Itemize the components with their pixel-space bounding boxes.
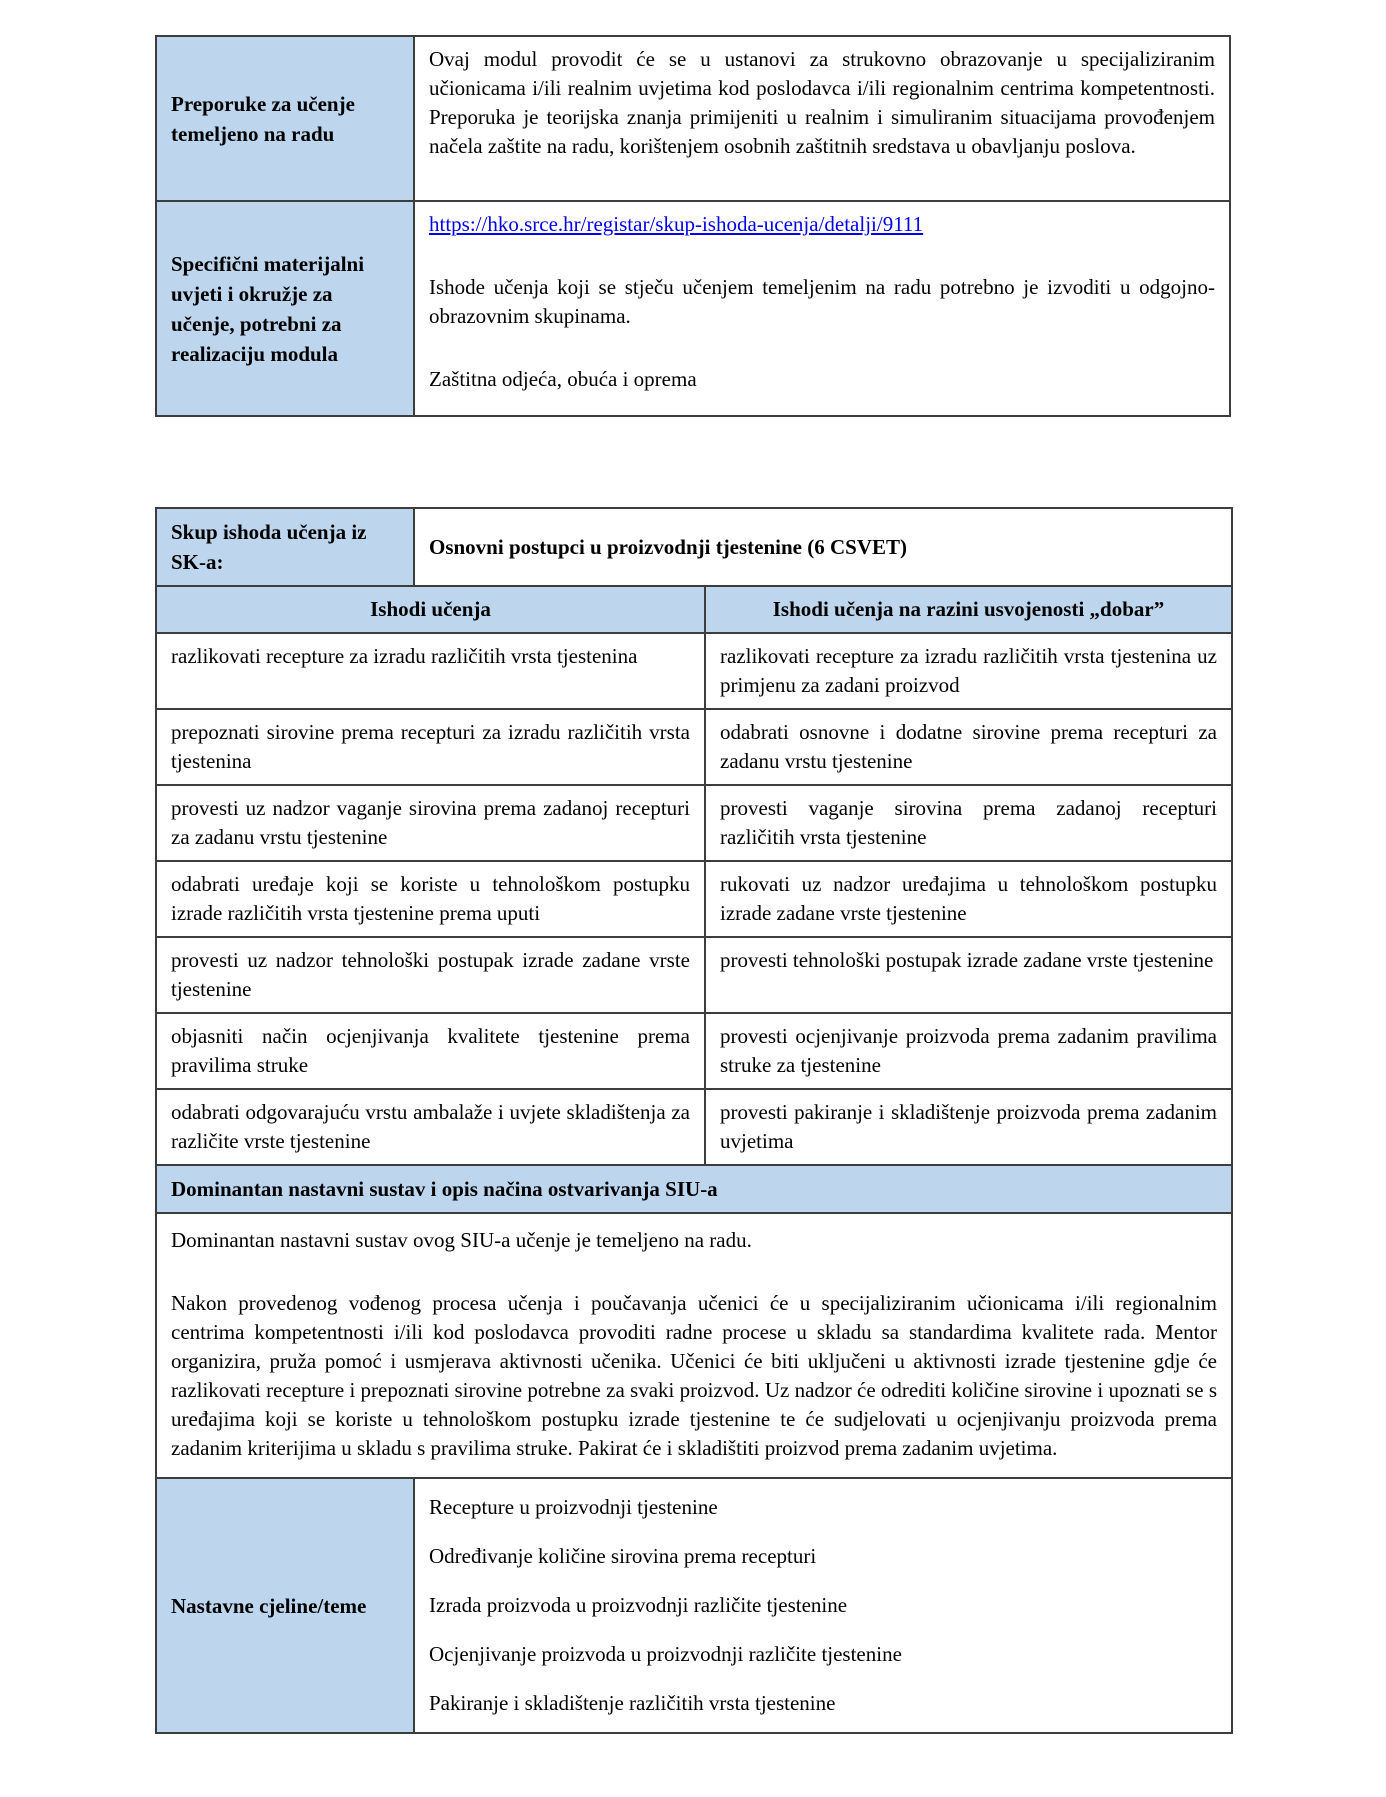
outcome-row [156,709,1232,785]
uvjeti-label: Specifični materijalni uvjeti i okružje za učenje, potrebni za realizaciju modula [156,201,414,416]
outcome-right: provesti vaganje sirovina prema zadanoj recepturi različitih vrsta tjestenine [705,785,1232,861]
outcome-row [156,1013,1232,1089]
skup-label: Skup ishoda učenja iz SK-a: [156,508,414,586]
outcome-left: odabrati odgovarajuću vrstu ambalaže i uvjete skladištenja za različite vrste tjestenine [156,1089,705,1165]
outcome-row [156,937,1232,1013]
outcome-row [156,861,1232,937]
dominant-band-title: Dominantan nastavni sustav i opis načina ostvarivanja SIU-a [156,1165,1232,1213]
teme-item: Recepture u proizvodnji tjestenine [429,1495,718,1519]
table-row [156,508,1232,586]
table-header-row [156,586,1232,633]
uvjeti-paragraph-2: Zaštitna odjeća, obuća i oprema [429,367,697,391]
skup-value: Osnovni postupci u proizvodnji tjestenine (6 CSVET) [414,508,1232,586]
teme-item: Ocjenjivanje proizvoda u proizvodnji različite tjestenine [429,1642,902,1666]
outcome-right: razlikovati recepture za izradu različitih vrsta tjestenina uz primjenu za zadani proizvod [705,633,1232,709]
table-preporuke-uvjeti [155,35,1231,417]
teme-item: Izrada proizvoda u proizvodnji različite tjestenine [429,1593,848,1617]
uvjeti-content [414,201,1230,416]
dominant-text-row [156,1213,1232,1478]
table-skup-ishoda [155,507,1233,1734]
hko-registar-link[interactable]: https://hko.srce.hr/registar/skup-ishoda-ucenja/detalji/9111 [429,212,924,236]
outcome-left: prepoznati sirovine prema recepturi za izradu različitih vrsta tjestenina [156,709,705,785]
outcome-left: objasniti način ocjenjivanja kvalitete tjestenine prema pravilima struke [156,1013,705,1089]
teme-item: Pakiranje i skladištenje različitih vrsta tjestenine [429,1691,836,1715]
uvjeti-paragraph-1: Ishode učenja koji se stječu učenjem temeljenim na radu potrebno je izvoditi u odgojno-obrazovnim skupinama. [429,275,1215,328]
outcome-left: provesti uz nadzor vaganje sirovina prema zadanoj recepturi za zadanu vrstu tjestenine [156,785,705,861]
teme-label: Nastavne cjeline/teme [156,1478,414,1733]
column-header-ishodi-dobar: Ishodi učenja na razini usvojenosti „dobar” [705,586,1232,633]
dominant-text-cell [156,1213,1232,1478]
outcome-row [156,785,1232,861]
outcome-left: odabrati uređaje koji se koriste u tehnološkom postupku izrade različitih vrsta tjestenine prema uputi [156,861,705,937]
dominant-paragraph-1: Dominantan nastavni sustav ovog SIU-a učenje je temeljeno na radu. [171,1228,752,1252]
teme-row [156,1478,1232,1733]
outcome-row [156,633,1232,709]
table-row [156,201,1230,416]
outcome-right: rukovati uz nadzor uređajima u tehnološkom postupku izrade zadane vrste tjestenine [705,861,1232,937]
outcome-right: odabrati osnovne i dodatne sirovine prema recepturi za zadanu vrstu tjestenine [705,709,1232,785]
outcome-row [156,1089,1232,1165]
teme-item: Određivanje količine sirovina prema recepturi [429,1544,817,1568]
dominant-paragraph-2: Nakon provedenog vođenog procesa učenja i poučavanja učenici će u specijaliziranim učionicama i/ili regionalnim centrima kompetentnosti i/ili kod poslodavca provoditi radne procese u skladu sa standardima kvalitete rada. Mentor organizira, pruža pomoć i usmjerava aktivnosti učenika. Učenici će biti uključeni u aktivnosti izrade tjestenine gdje će razlikovati recepture i prepoznati sirovine potrebne za svaki proizvod. Uz nadzor će odrediti količine sirovine i upoznati se s uređajima koji se koriste u tehnološkom postupku izrade tjestenine te će sudjelovati u ocjenjivanju proizvoda prema zadanim kriterijima u skladu s pravilima struke. Pakirat će i skladištiti proizvod prema zadanim uvjetima. [171,1291,1217,1460]
outcome-left: razlikovati recepture za izradu različitih vrsta tjestenina [156,633,705,709]
outcome-right: provesti pakiranje i skladištenje proizvoda prema zadanim uvjetima [705,1089,1232,1165]
outcome-right: provesti ocjenjivanje proizvoda prema zadanim pravilima struke za tjestenine [705,1013,1232,1089]
document-content [155,35,1231,1734]
outcome-right: provesti tehnološki postupak izrade zadane vrste tjestenine [705,937,1232,1013]
dominant-band-row [156,1165,1232,1213]
preporuke-label: Preporuke za učenje temeljeno na radu [156,36,414,201]
table-row [156,36,1230,201]
outcome-left: provesti uz nadzor tehnološki postupak izrade zadane vrste tjestenine [156,937,705,1013]
column-header-ishodi: Ishodi učenja [156,586,705,633]
teme-list [414,1478,1232,1733]
preporuke-text: Ovaj modul provodit će se u ustanovi za strukovno obrazovanje u specijaliziranim učionicama i/ili realnim uvjetima kod poslodavca i/ili regionalnim centrima kompetentnosti. Preporuka je teorijska znanja primijeniti u realnim i simuliranim situacijama provođenjem načela zaštite na radu, korištenjem osobnih zaštitnih sredstava u obavljanju poslova. [414,36,1230,201]
